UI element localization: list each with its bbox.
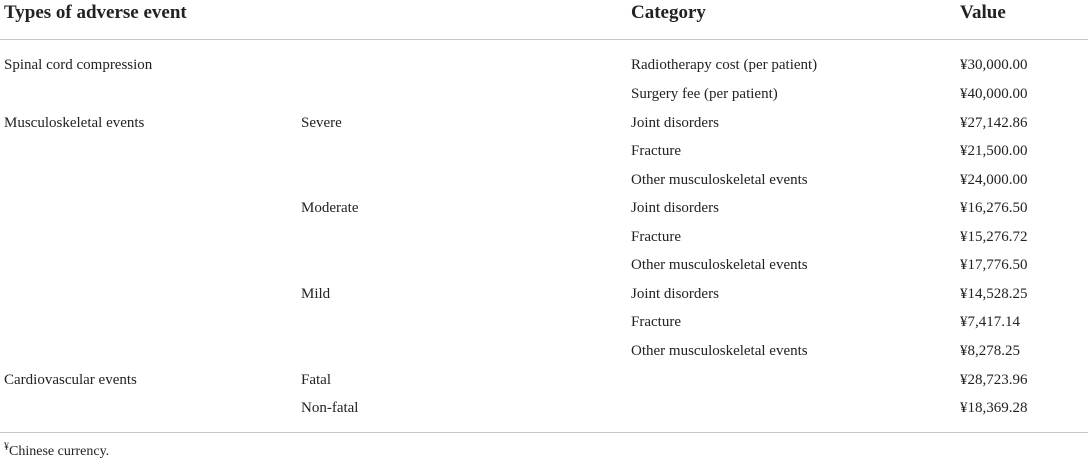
cell-severity: Non-fatal xyxy=(301,400,359,416)
cell-type: Cardiovascular events xyxy=(4,372,137,388)
table-row xyxy=(0,341,1091,369)
cell-value: ¥17,776.50 xyxy=(960,257,1028,273)
footnote xyxy=(4,443,109,461)
cell-category: Other musculoskeletal events xyxy=(631,172,808,188)
cell-severity: Severe xyxy=(301,115,342,131)
cell-category: Surgery fee (per patient) xyxy=(631,86,778,102)
cell-value: ¥15,276.72 xyxy=(960,229,1028,245)
cell-type: Spinal cord compression xyxy=(4,57,153,73)
table-row xyxy=(0,55,1091,83)
table-row xyxy=(0,398,1091,426)
cell-category: Fracture xyxy=(631,229,681,245)
cell-category: Fracture xyxy=(631,314,681,330)
table-row xyxy=(0,141,1091,169)
footnote-symbol: ¥ xyxy=(4,441,9,453)
header-value: Value xyxy=(960,2,1006,23)
table-bottom-divider xyxy=(0,432,1088,433)
table-row xyxy=(0,170,1091,198)
header-category: Category xyxy=(631,2,706,23)
table-row xyxy=(0,198,1091,226)
cell-value: ¥40,000.00 xyxy=(960,86,1028,102)
cell-value: ¥7,417.14 xyxy=(960,314,1020,330)
cell-value: ¥24,000.00 xyxy=(960,172,1028,188)
header-types-of-adverse-event: Types of adverse event xyxy=(4,2,187,23)
header-divider xyxy=(0,39,1088,40)
cell-category: Fracture xyxy=(631,143,681,159)
table-row xyxy=(0,312,1091,340)
cell-category: Radiotherapy cost (per patient) xyxy=(631,57,818,73)
cell-severity: Moderate xyxy=(301,200,359,216)
table-row xyxy=(0,255,1091,283)
cell-value: ¥28,723.96 xyxy=(960,372,1028,388)
cell-value: ¥30,000.00 xyxy=(960,57,1028,73)
table-row xyxy=(0,227,1091,255)
table-row xyxy=(0,113,1091,141)
cell-type: Musculoskeletal events xyxy=(4,115,145,131)
cell-value: ¥8,278.25 xyxy=(960,343,1020,359)
cell-value: ¥16,276.50 xyxy=(960,200,1028,216)
cell-category: Joint disorders xyxy=(631,115,719,131)
table-row xyxy=(0,84,1091,112)
cell-category: Other musculoskeletal events xyxy=(631,257,808,273)
cell-value: ¥21,500.00 xyxy=(960,143,1028,159)
table-header xyxy=(0,0,1091,40)
table-row xyxy=(0,370,1091,398)
cell-severity: Fatal xyxy=(301,372,331,388)
footnote-text: Chinese currency. xyxy=(9,444,110,459)
cell-value: ¥18,369.28 xyxy=(960,400,1028,416)
table-row xyxy=(0,284,1091,312)
cell-value: ¥27,142.86 xyxy=(960,115,1028,131)
cell-category: Joint disorders xyxy=(631,200,719,216)
cell-category: Other musculoskeletal events xyxy=(631,343,808,359)
cell-severity: Mild xyxy=(301,286,331,302)
cell-category: Joint disorders xyxy=(631,286,719,302)
cell-value: ¥14,528.25 xyxy=(960,286,1028,302)
